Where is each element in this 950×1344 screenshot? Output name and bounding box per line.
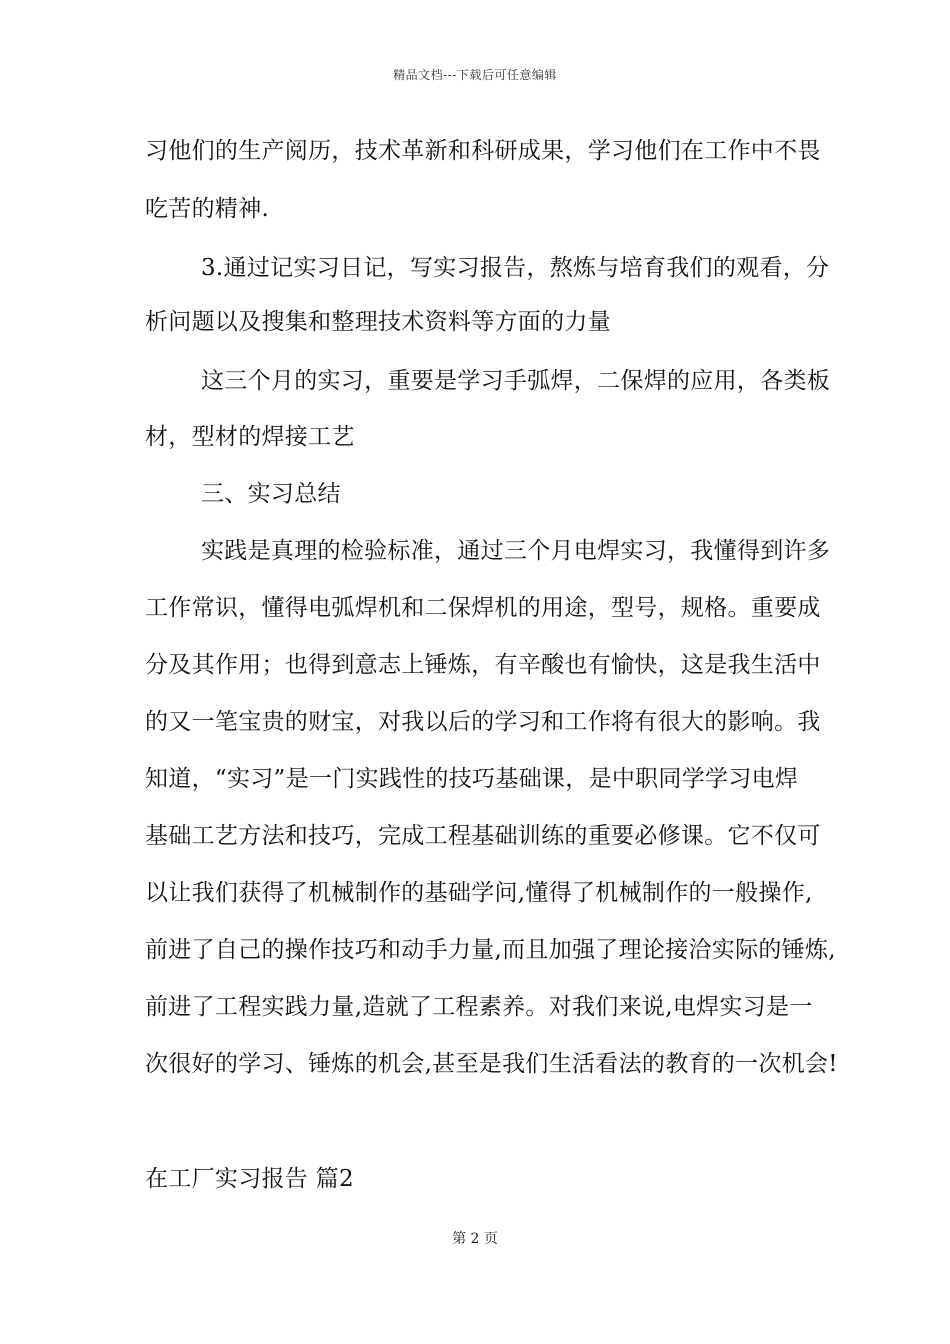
text-line: 这三个月的实习，重要是学习手弧焊，二保焊的应用，各类板 (201, 368, 831, 394)
text-line: 前进了自己的操作技巧和动手力量,而且加强了理论接洽实际的锤炼, (145, 937, 836, 963)
text-line: 知道，“实习”是一门实践性的技巧基础课，是中职同学学习电焊 (145, 766, 799, 792)
text-line: 吃苦的精神. (145, 196, 270, 222)
text-line: 基础工艺方法和技巧，完成工程基础训练的重要必修课。它不仅可 (145, 823, 821, 849)
page-number: 第 2 页 (452, 1231, 498, 1247)
text-line: 材，型材的焊接工艺 (145, 424, 355, 450)
text-line: 次很好的学习、锤炼的机会,甚至是我们生活看法的教育的一次机会! (145, 1051, 838, 1077)
section-heading: 三、实习总结 (201, 481, 341, 507)
text-line: 的又一笔宝贵的财宝，对我以后的学习和工作将有很大的影响。我 (145, 709, 821, 735)
section-title: 在工厂实习报告 篇2 (145, 1166, 354, 1192)
text-line: 前进了工程实践力量,造就了工程素养。对我们来说,电焊实习是一 (145, 994, 813, 1020)
text-line: 析问题以及搜集和整理技术资料等方面的力量 (145, 309, 611, 335)
page-header: 精品文档---下载后可任意编辑 (393, 68, 557, 82)
text-line: 习他们的生产阅历，技术革新和科研成果，学习他们在工作中不畏 (145, 138, 821, 164)
text-line: 3.通过记实习日记，写实习报告，熬炼与培育我们的观看，分 (201, 255, 830, 281)
text-line: 工作常识，懂得电弧焊机和二保焊机的用途，型号，规格。重要成 (145, 595, 821, 621)
text-line: 实践是真理的检验标准，通过三个月电焊实习，我懂得到许多 (201, 538, 831, 564)
text-line: 分及其作用；也得到意志上锤炼，有辛酸也有愉快，这是我生活中 (145, 652, 821, 678)
text-line: 以让我们获得了机械制作的基础学问,懂得了机械制作的一般操作, (145, 880, 813, 906)
